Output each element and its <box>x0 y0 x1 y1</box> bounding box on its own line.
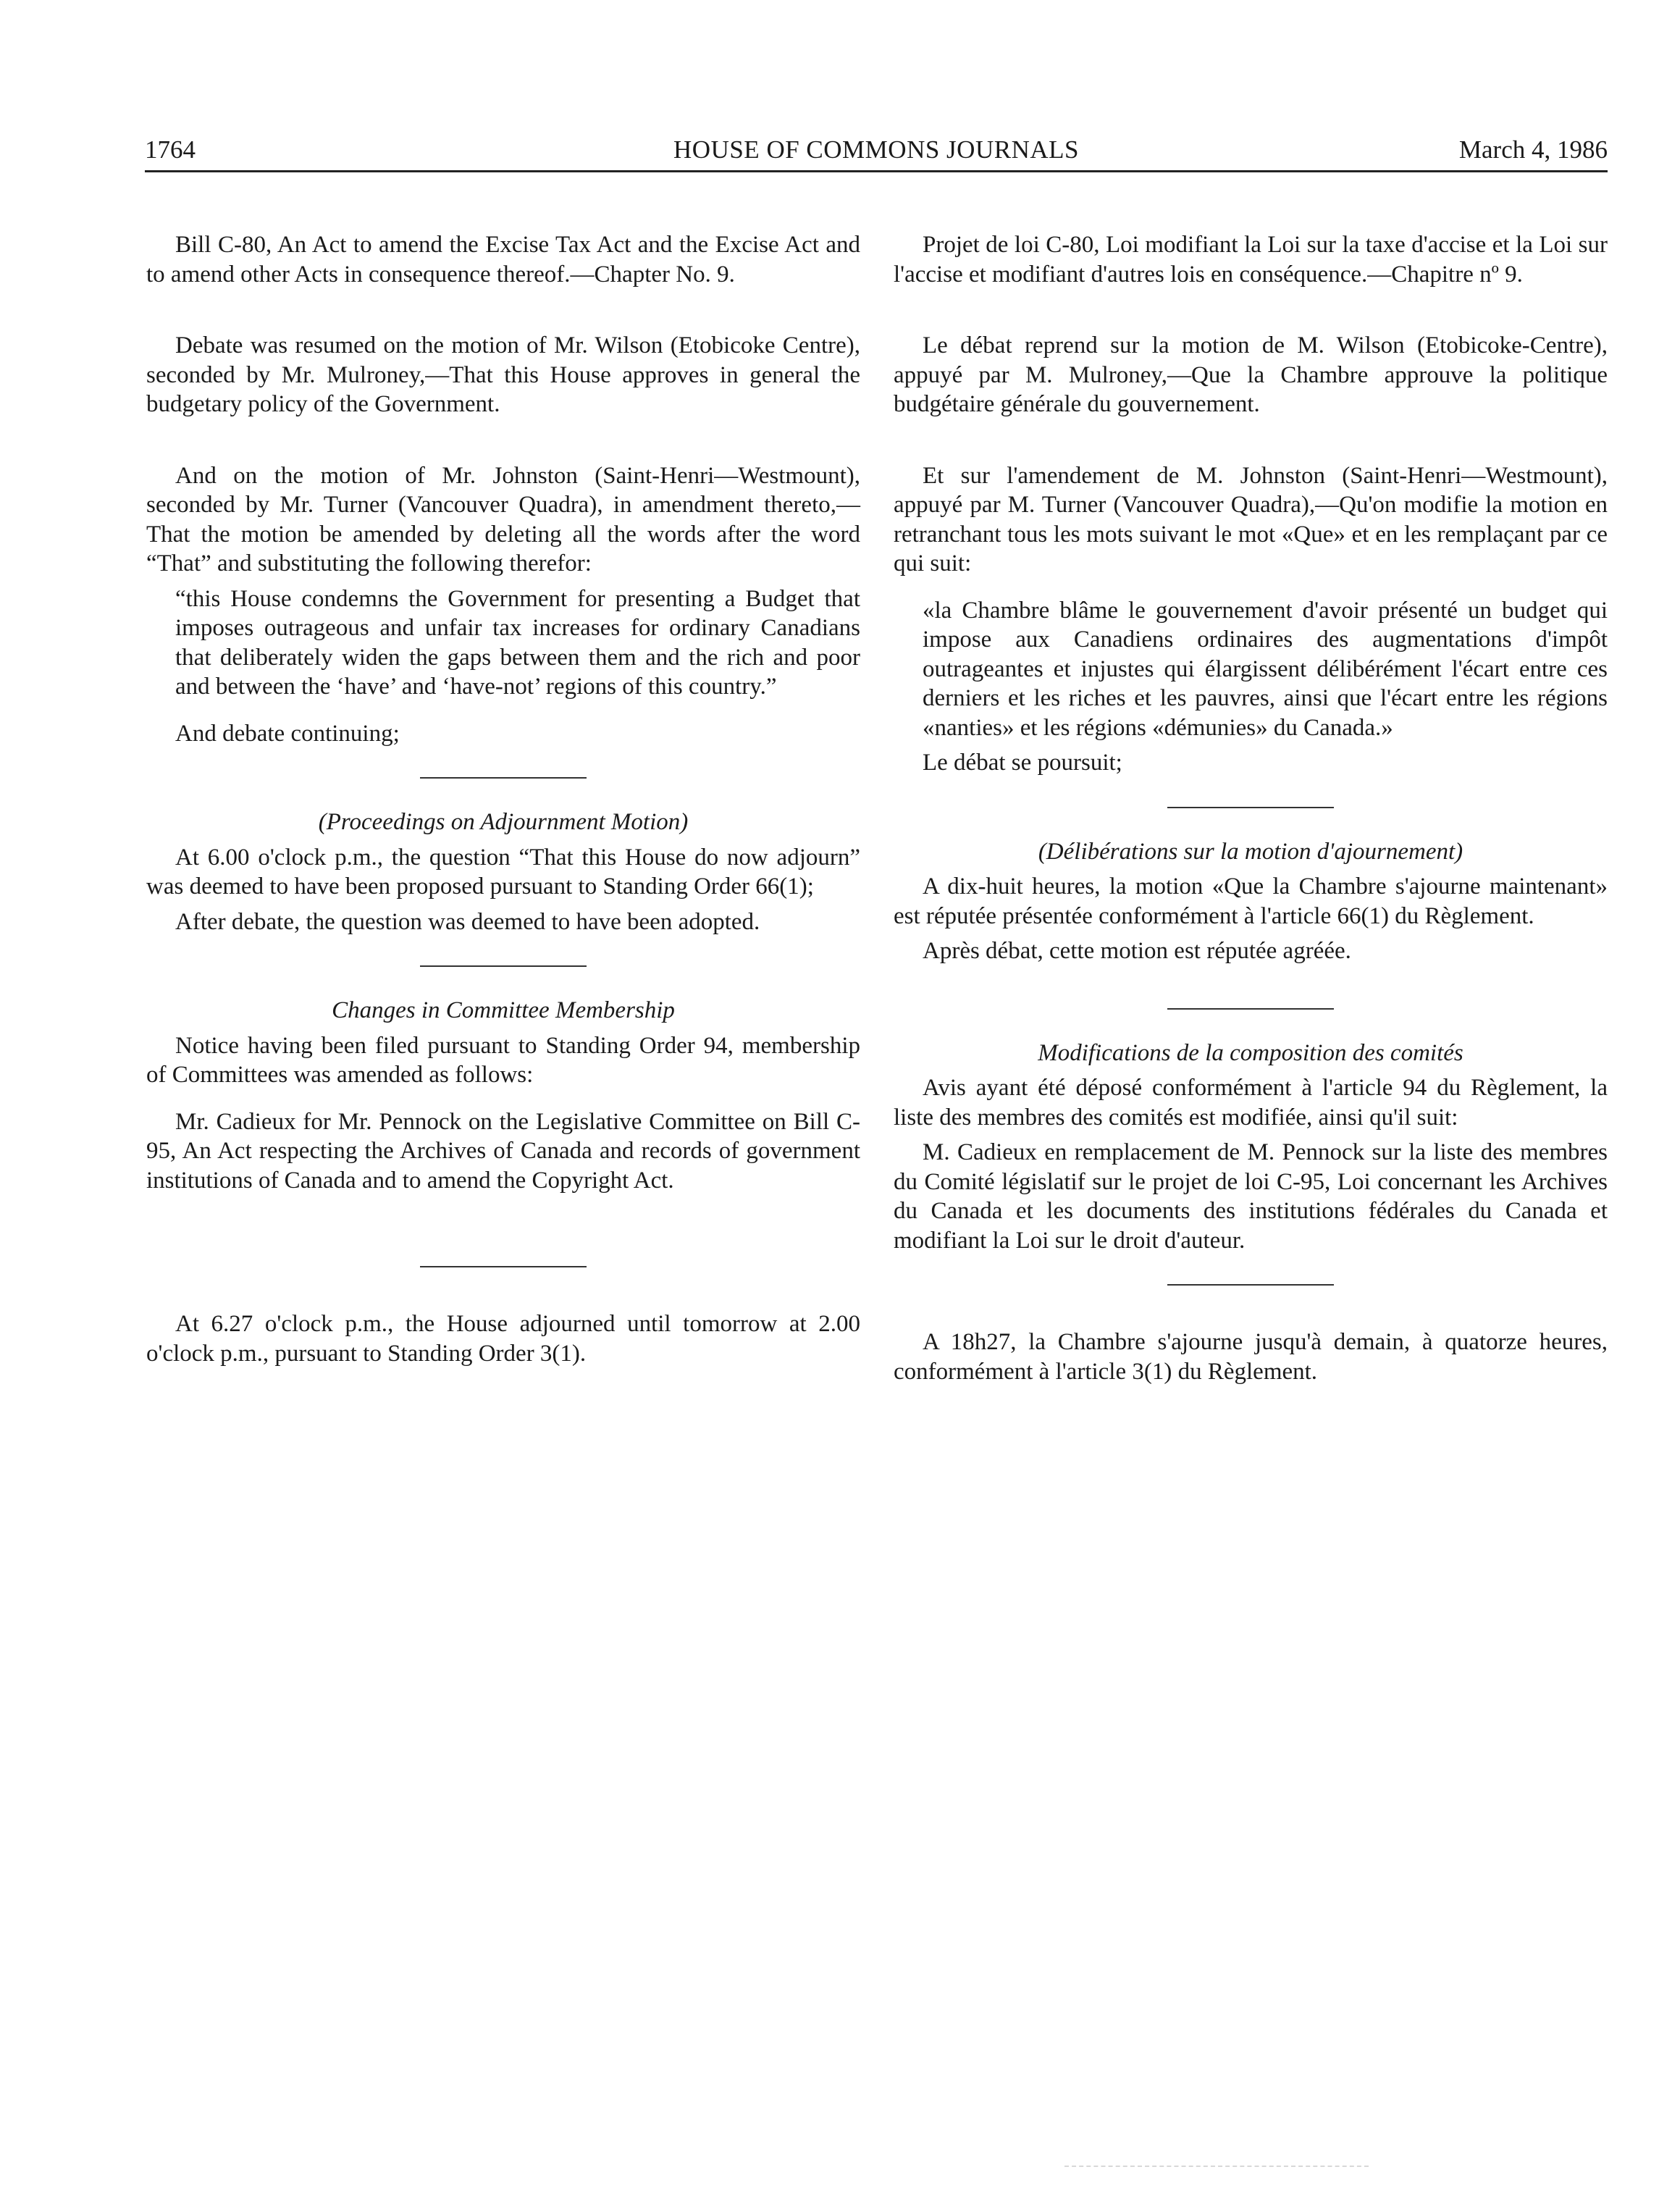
adjournment-heading: (Proceedings on Adjournment Motion) <box>318 809 689 835</box>
page-number: 1764 <box>145 135 196 164</box>
adjournment-paragraph: A dix-huit heures, la motion «Que la Chambre s'ajourne maintenant» est réputée présentée conformément à l'article 66(1) du Règlement. <box>894 873 1608 929</box>
amendment-paragraph: Et sur l'amendement de M. Johnston (Saint-Henri—Westmount), appuyé par M. Turner (Vancouver Quadra),—Qu'on modifie la motion en retranchant tous les mots suivant le mot «Que» et en les remplaçant par ce qui suit: <box>894 462 1608 577</box>
committee-heading: Modifications de la composition des comités <box>1038 1039 1463 1066</box>
english-column <box>146 230 860 1368</box>
adjournment-heading: (Délibérations sur la motion d'ajournement) <box>1038 838 1463 865</box>
amendment-quote: “this House condemns the Government for presenting a Budget that imposes outrageous and unfair tax increases for ordinary Canadians that deliberately widen the gaps between them and the rich and poor and between the ‘have’ and ‘have-not’ regions of this country.” <box>175 585 860 700</box>
header-rule <box>145 170 1608 172</box>
scan-artifact <box>1064 2166 1369 2167</box>
journal-date: March 4, 1986 <box>1458 135 1608 164</box>
amendment-quote: «la Chambre blâme le gouvernement d'avoir présenté un budget qui impose aux Canadiens ordinaires des augmentations d'impôt outrageantes et injustes qui élargissent délibérément l'écart entre ces derniers et les riches et les pauvres, ainsi que l'écart entre les régions «nanties» et les régions «démunies» du Canada.» <box>923 597 1608 741</box>
adjourned-paragraph: A 18h27, la Chambre s'ajourne jusqu'à demain, à quatorze heures, conformément à l'article 3(1) du Règlement. <box>894 1329 1608 1385</box>
amendment-paragraph: And on the motion of Mr. Johnston (Saint-Henri—Westmount), seconded by Mr. Turner (Vancouver Quadra), in amendment thereto,—That the motion be amended by deleting all the words after the word “That” and substituting the following therefor: <box>146 462 860 577</box>
bill-paragraph: Projet de loi C-80, Loi modifiant la Loi sur la taxe d'accise et la Loi sur l'accise et modifiant d'autres lois en conséquence.—Chapitre nº 9. <box>894 232 1608 288</box>
committee-change: Mr. Cadieux for Mr. Pennock on the Legislative Committee on Bill C-95, An Act respecting the Archives of Canada and records of government institutions of Canada and to amend the Copyright Act. <box>146 1108 860 1194</box>
committee-notice: Notice having been filed pursuant to Standing Order 94, membership of Committees was amended as follows: <box>146 1032 860 1088</box>
committee-change: M. Cadieux en remplacement de M. Pennock sur la liste des membres du Comité législatif sur le projet de loi C-95, Loi concernant les Archives du Canada et les documents des institutions fédérales du Canada et modifiant la Loi sur le droit d'auteur. <box>894 1139 1608 1254</box>
adjournment-paragraph: At 6.00 o'clock p.m., the question “That this House do now adjourn” was deemed to have been proposed pursuant to Standing Order 66(1); <box>146 844 860 900</box>
bill-paragraph: Bill C-80, An Act to amend the Excise Tax Act and the Excise Act and to amend other Acts in consequence thereof.—Chapter No. 9. <box>146 232 860 288</box>
debate-continuing: Le débat se poursuit; <box>923 750 1122 776</box>
adjourned-paragraph: At 6.27 o'clock p.m., the House adjourned until tomorrow at 2.00 o'clock p.m., pursuant to Standing Order 3(1). <box>146 1311 860 1367</box>
debate-paragraph: Le débat reprend sur la motion de M. Wilson (Etobicoke-Centre), appuyé par M. Mulroney,—Que la Chambre approuve la politique budgétaire générale du gouvernement. <box>894 332 1608 417</box>
running-header <box>145 132 1608 168</box>
journal-title: HOUSE OF COMMONS JOURNALS <box>673 135 1079 164</box>
debate-continuing: And debate continuing; <box>175 720 400 747</box>
committee-heading: Changes in Committee Membership <box>332 997 675 1023</box>
debate-paragraph: Debate was resumed on the motion of Mr. Wilson (Etobicoke Centre), seconded by Mr. Mulroney,—That this House approves in general the budgetary policy of the Government. <box>146 332 860 417</box>
french-column <box>894 230 1608 1386</box>
adjournment-result: After debate, the question was deemed to have been adopted. <box>175 908 760 935</box>
committee-notice: Avis ayant été déposé conformément à l'article 94 du Règlement, la liste des membres des comités est modifiée, ainsi qu'il suit: <box>894 1075 1608 1131</box>
adjournment-result: Après débat, cette motion est réputée agréée. <box>923 938 1351 964</box>
